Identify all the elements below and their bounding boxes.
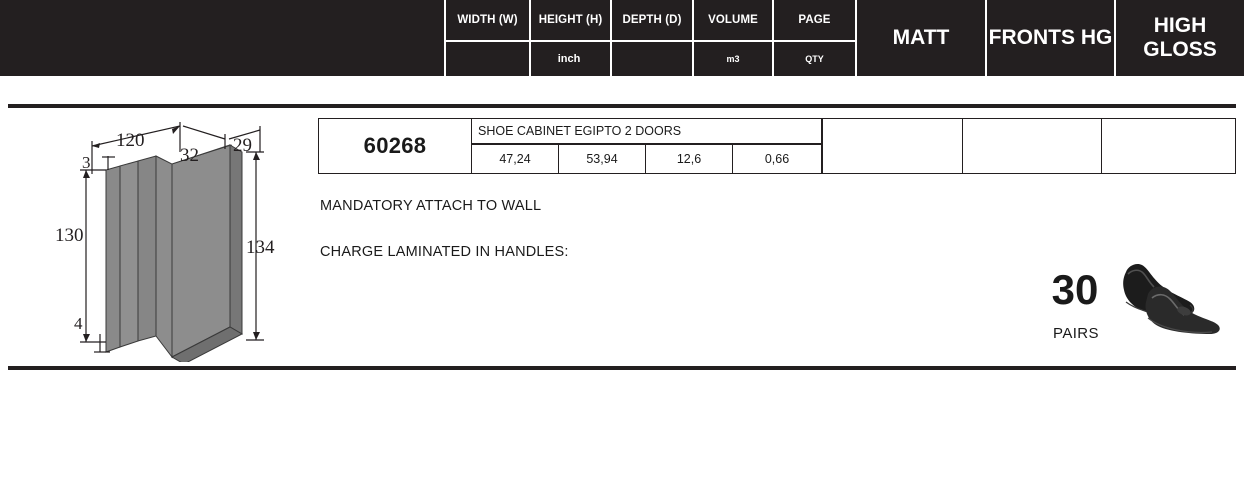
header-page-label: PAGE (798, 14, 831, 26)
product-fronts-hg-cell (962, 118, 1102, 174)
product-volume-value: 0,66 (733, 144, 822, 174)
header-volume-label: VOLUME (708, 14, 758, 26)
header-unit-m3: m3 (726, 54, 740, 64)
product-technical-drawing (20, 112, 310, 362)
pairs-count-label: PAIRS (1053, 325, 1099, 342)
dim-depth-top: 32 (180, 145, 199, 166)
dim-height-left: 130 (55, 225, 84, 246)
dim-side-top: 29 (233, 135, 252, 156)
header-unit-inch: inch (557, 53, 581, 65)
dim-left-small-top: 3 (82, 153, 91, 172)
product-depth-value: 12,6 (646, 144, 733, 174)
product-matt-cell (822, 118, 963, 174)
table-header-bar (0, 0, 1244, 76)
product-name: SHOE CABINET EGIPTO 2 DOORS (472, 118, 822, 144)
note-charge-handles: CHARGE LAMINATED IN HANDLES: (320, 244, 569, 260)
product-high-gloss-cell (1101, 118, 1236, 174)
section-rule-top (8, 104, 1236, 108)
header-unit-qty: QTY (805, 54, 824, 64)
section-rule-bottom (8, 366, 1236, 370)
dim-left-small-bottom: 4 (74, 314, 83, 333)
header-height-label: HEIGHT (H) (538, 14, 603, 26)
header-matt-label: MATT (892, 26, 950, 49)
product-width-value: 47,24 (472, 144, 559, 174)
product-height-value: 53,94 (559, 144, 646, 174)
header-fronts-hg-label: FRONTS HG (988, 26, 1113, 49)
header-depth-label: DEPTH (D) (622, 14, 682, 26)
header-high-gloss-label: HIGH GLOSS (1143, 14, 1217, 61)
pairs-count-value: 30 (1051, 266, 1099, 313)
shoes-icon (1118, 258, 1223, 338)
dim-width-top: 120 (116, 130, 145, 151)
dim-height-right: 134 (246, 237, 275, 258)
product-code: 60268 (318, 118, 472, 174)
note-attach-to-wall: MANDATORY ATTACH TO WALL (320, 198, 542, 214)
header-width-label: WIDTH (W) (457, 14, 518, 26)
